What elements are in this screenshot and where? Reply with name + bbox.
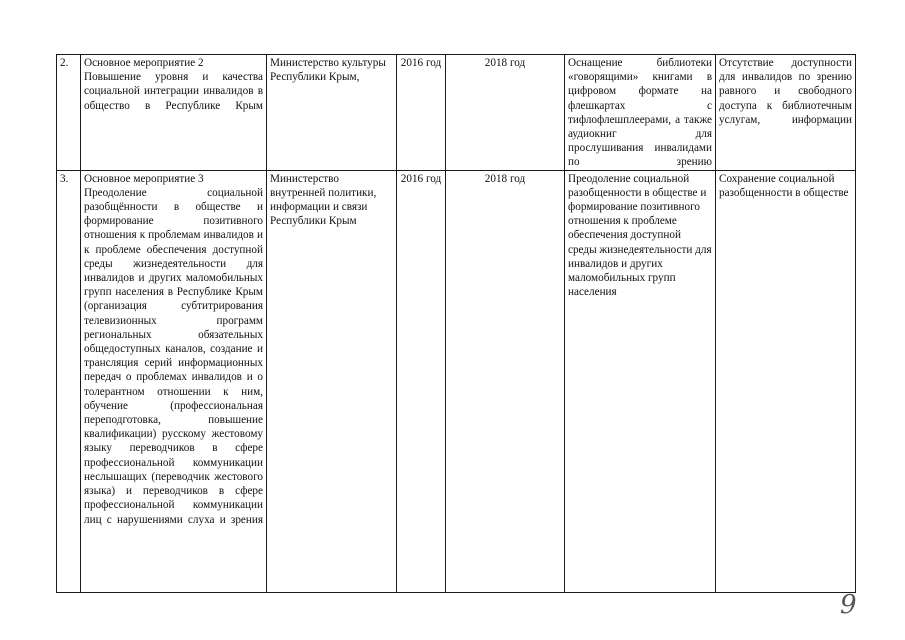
row-number: 2.	[57, 55, 81, 171]
year-end-cell: 2018 год	[446, 170, 565, 592]
year-start-cell: 2016 год	[397, 170, 446, 592]
event-text: Повышение уровня и качества социальной интеграции инвалидов в общество в Республике Крым	[84, 71, 263, 112]
result-cell: Оснащение библиотеки «говорящими» книгами в цифровом формате на флешкартах с тифлофлешплеерами, а также аудиокниг для прослушивания инвалидами по зрению	[565, 55, 716, 171]
event-cell	[81, 55, 267, 171]
result-cell: Преодоление социальной разобщенности в обществе и формирование позитивного отношения к проблеме обеспечения доступной среды жизнедеятельности для инвалидов и других маломобильных групп населения	[565, 170, 716, 592]
year-start-cell: 2016 год	[397, 55, 446, 171]
event-text: Преодоление социальной разобщённости в обществе и формирование позитивного отношения к проблемам инвалидов и к проблеме обеспечения доступной среды жизнедеятельности для инвалидов и других маломобильных групп населения в Республике Крым (организация субтитрирования телевизионных программ региональных обязательных общедоступных каналов, создание и трансляция серий информационных передач о проблемах инвалидов и о толерантном отношении к ним, обучение (профессиональная переподготовка, повышение квалификации) русскому жестовому языку переводчиков в сфере профессиональной коммуникации неслышащих (переводчик жестового языка) и переводчиков в сфере профессиональной коммуникации лиц с нарушениями слуха и зрения	[84, 186, 263, 526]
program-measures-table	[56, 54, 856, 593]
event-title: Основное мероприятие 3	[84, 172, 204, 185]
effect-cell: Отсутствие доступности для инвалидов по зрению равного и свободного доступа к библиотечным услугам, информации	[716, 55, 856, 171]
table-row	[57, 170, 856, 592]
executor-cell: Министерство внутренней политики, информации и связи Республики Крым	[267, 170, 397, 592]
page-number: 9	[840, 590, 857, 620]
event-cell	[81, 170, 267, 592]
event-title: Основное мероприятие 2	[84, 57, 204, 69]
table-row	[57, 55, 856, 171]
effect-cell: Сохранение социальной разобщенности в обществе	[716, 170, 856, 592]
executor-cell: Министерство культуры Республики Крым,	[267, 55, 397, 171]
row-number: 3.	[57, 170, 81, 592]
year-end-cell: 2018 год	[446, 55, 565, 171]
